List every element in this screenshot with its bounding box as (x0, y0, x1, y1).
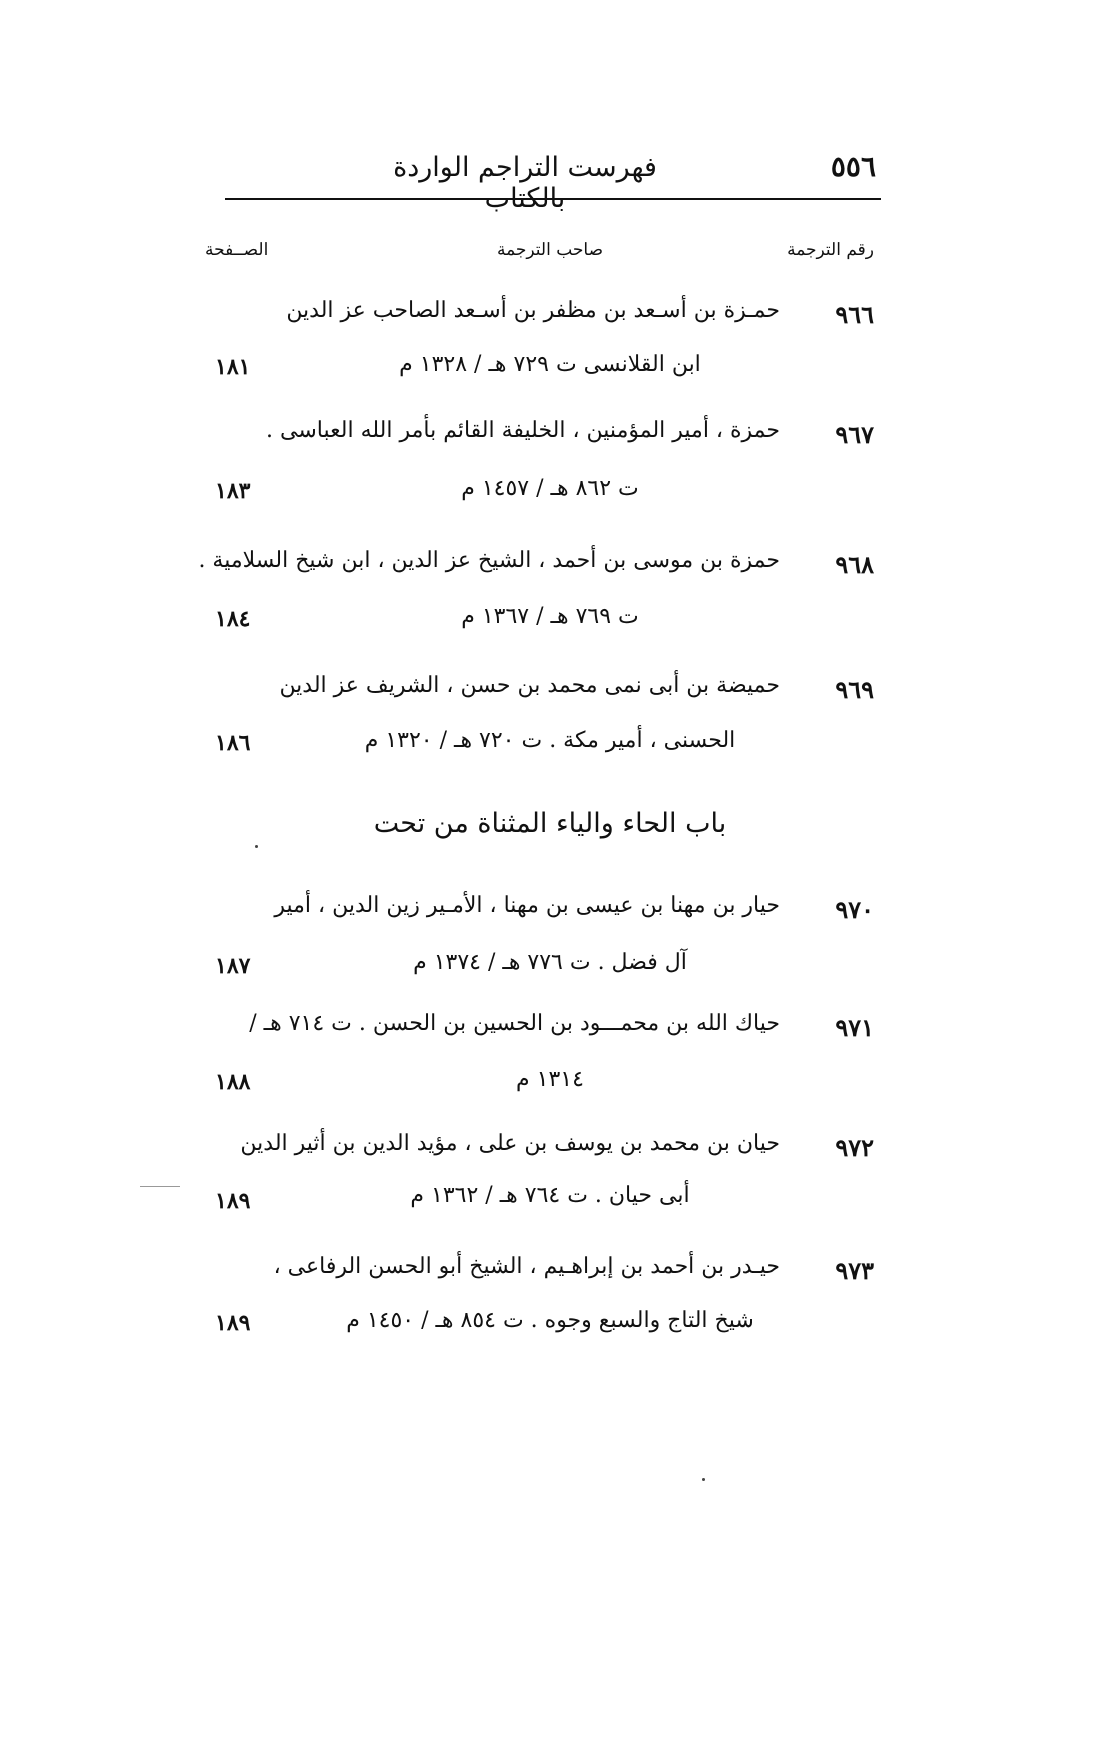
header-divider (225, 198, 881, 200)
entry-page: ١٨٣ (215, 478, 251, 504)
entry-number: ٩٦٦ (835, 300, 874, 329)
entry-name-line2: شيخ التاج والسبع وجوه . ت ٨٥٤ هـ / ١٤٥٠ م (346, 1308, 754, 1333)
entry-name-line2: ابن القلانسى ت ٧٢٩ هـ / ١٣٢٨ م (399, 352, 701, 377)
entry-number: ٩٦٧ (835, 420, 874, 449)
entry-page: ١٨٦ (215, 730, 251, 756)
entry-name-line1: حميضة بن أبى نمى محمد بن حسن ، الشريف عز الدين (279, 673, 780, 698)
entry-name-line1: حمزة بن موسى بن أحمد ، الشيخ عز الدين ، ابن شيخ السلامية . (198, 548, 780, 573)
entry-page: ١٨٩ (215, 1188, 251, 1214)
entry-name-line2: أبى حيان . ت ٧٦٤ هـ / ١٣٦٢ م (410, 1183, 690, 1208)
entry-name-line2: ت ٧٦٩ هـ / ١٣٦٧ م (461, 604, 639, 629)
entry-number: ٩٦٨ (835, 550, 874, 579)
entry-page: ١٨٤ (215, 606, 251, 632)
entry-number: ٩٦٩ (835, 675, 874, 704)
entry-name-line1: حياك الله بن محمـــود بن الحسين بن الحسن . ت ٧١٤ هـ / (249, 1011, 780, 1036)
scan-speck (702, 1478, 705, 1481)
entry-name-line1: حمـزة بن أسـعد بن مظفر بن أسـعد الصاحب عز الدين (286, 298, 780, 323)
running-title: فهرست التراجم الواردة بالكتاب (393, 152, 657, 214)
entry-page: ١٨٩ (215, 1310, 251, 1336)
entry-page: ١٨٨ (215, 1069, 251, 1095)
entry-number: ٩٧٣ (835, 1256, 874, 1285)
column-header-name: صاحب الترجمة (496, 240, 604, 260)
entry-name-line2: الحسنى ، أمير مكة . ت ٧٢٠ هـ / ١٣٢٠ م (364, 728, 736, 753)
entry-name-line1: حيار بن مهنا بن عيسى بن مهنا ، الأمـير زين الدين ، أمير (274, 893, 780, 918)
entry-name-line2: ت ٨٦٢ هـ / ١٤٥٧ م (461, 476, 639, 501)
entry-number: ٩٧٠ (835, 895, 874, 924)
page-number: ٥٥٦ (830, 150, 876, 183)
entry-page: ١٨٧ (215, 953, 251, 979)
entry-name-line2: ١٣١٤ م (516, 1067, 584, 1092)
entry-page: ١٨١ (215, 354, 251, 380)
scan-mark (140, 1186, 180, 1187)
entry-name-line1: حمزة ، أمير المؤمنين ، الخليفة القائم بأمر الله العباسى . (266, 418, 780, 443)
entry-name-line1: حيـدر بن أحمد بن إبراهـيم ، الشيخ أبو الحسن الرفاعى ، (273, 1254, 780, 1279)
scan-speck (255, 845, 258, 848)
column-header-page: الصــفحة (205, 240, 269, 260)
entry-number: ٩٧٢ (835, 1133, 874, 1162)
entry-number: ٩٧١ (835, 1013, 874, 1042)
entry-name-line1: حيان بن محمد بن يوسف بن على ، مؤيد الدين بن أثير الدين (240, 1131, 780, 1156)
entry-name-line2: آل فضل . ت ٧٧٦ هـ / ١٣٧٤ م (413, 950, 687, 975)
column-header-number: رقم الترجمة (787, 240, 874, 260)
section-heading: باب الحاء والياء المثناة من تحت (373, 808, 727, 839)
